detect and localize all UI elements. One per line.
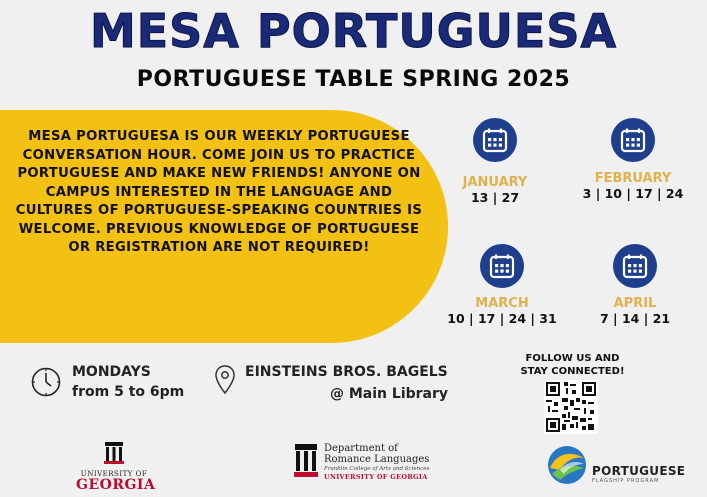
uga-logo-small: UNIVERSITY OF [80,470,148,478]
month-dates: 13 | 27 [470,190,520,205]
calendar-april [565,244,705,326]
month-label: MARCH [475,296,529,311]
department-line-3: Franklin College of Arts and Sciences [324,466,430,472]
page-title: MESA PORTUGUESA [89,4,618,58]
uga-logo-big: GEORGIA [76,477,156,493]
uga-logo [76,440,156,493]
calendar-february [563,118,703,201]
month-dates: 7 | 14 | 21 [599,311,671,326]
calendar-icon [473,118,517,162]
location-detail: @ Main Library [330,386,449,402]
month-dates: 3 | 10 | 17 | 24 [582,186,684,201]
calendar-january [425,118,565,205]
flagship-line-1: PORTUGUESE [592,464,686,478]
department-line-4: UNIVERSITY OF GEORGIA [324,473,428,481]
calendar-icon [611,118,655,162]
location-name: EINSTEINS BROS. BAGELS [245,364,448,380]
schedule-day: MONDAYS [72,364,151,380]
month-label: JANUARY [462,175,528,190]
calendar-icon [613,244,657,288]
description-text: MESA PORTUGUESA IS OUR WEEKLY PORTUGUESE CONVERSATION HOUR. COME JOIN US TO PRACTICE PORTUGUESE AND MAKE NEW FRIENDS! ANYONE ON CAMPUS INTERESTED IN THE LANGUAGE AND CULTURES OF PORTUGUESE-SPEAKING COUNTRIES IS WELCOME. PREVIOUS KNOWLEDGE OF PORTUGUESE OR REGISTRATION ARE NOT REQUIRED! [15,129,423,255]
social-line-2: STAY CONNECTED! [520,366,625,377]
calendar-icon [480,244,524,288]
clock-icon [30,366,62,402]
department-line-2: Romance Languages [324,454,430,465]
social-line-1: FOLLOW US AND [525,353,620,364]
month-dates: 10 | 17 | 24 | 31 [447,311,557,326]
uga-arch-icon [104,440,124,468]
department-line-1: Department of [324,443,398,454]
page-subtitle: PORTUGUESE TABLE SPRING 2025 [136,67,571,92]
calendar-march [432,244,572,326]
flagship-line-2: FLAGSHIP PROGRAM [592,478,660,484]
qr-code[interactable] [544,380,598,434]
social-callout [510,352,635,378]
location-pin-icon [214,364,236,400]
month-label: APRIL [613,296,657,311]
schedule-time: from 5 to 6pm [72,384,185,400]
uga-arch-icon [294,442,318,482]
flagship-emblem-icon [546,444,588,490]
month-label: FEBRUARY [594,171,672,186]
department-logo [294,440,474,492]
flagship-logo [546,444,686,488]
